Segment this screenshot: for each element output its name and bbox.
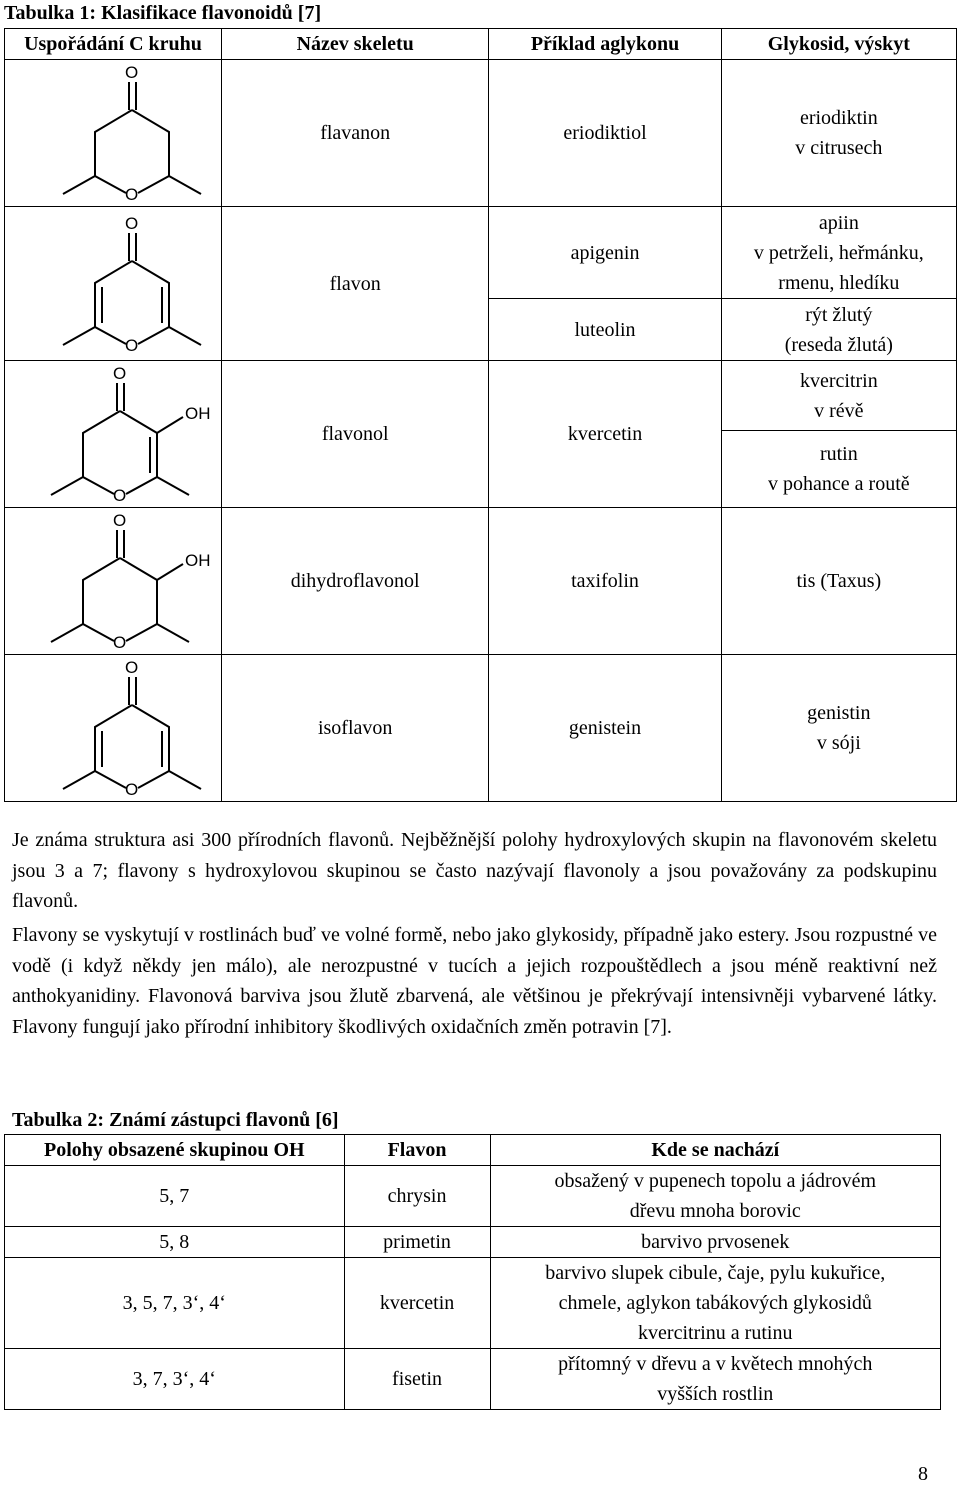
svg-text:OH: OH: [185, 551, 211, 570]
table1-caption: Tabulka 1: Klasifikace flavonoidů [7]: [4, 2, 322, 24]
svg-text:O: O: [125, 185, 139, 204]
flavonoid-classification-table: [4, 28, 957, 802]
page-number: 8: [918, 1463, 928, 1485]
svg-text:O: O: [125, 658, 139, 677]
header-skeleton-name: Název skeletu: [222, 29, 489, 60]
table-row: [5, 361, 957, 431]
positions-cell: 3, 5, 7, 3‘, 4‘: [5, 1258, 345, 1349]
svg-text:O: O: [125, 63, 139, 82]
svg-text:OH: OH: [185, 404, 211, 423]
aglycone-apigenin: apigenin: [489, 207, 721, 299]
svg-text:O: O: [113, 486, 127, 505]
header-c-ring: Uspořádání C kruhu: [5, 29, 222, 60]
glycoside-kvercitrin: kvercitrin v révě: [721, 361, 956, 431]
where-cell: barvivo slupek cibule, čaje, pylu kukuřice, chmele, aglykon tabákových glykosidů kvercitrinu a rutinu: [490, 1258, 941, 1349]
header-oh-positions: Polohy obsazené skupinou OH: [5, 1135, 345, 1166]
svg-text:O: O: [113, 511, 127, 530]
header-aglycone-example: Příklad aglykonu: [489, 29, 721, 60]
where-cell: barvivo prvosenek: [490, 1227, 941, 1258]
structure-flavanon: [5, 60, 222, 207]
table-header-row: [5, 1135, 941, 1166]
flavones-representatives-table: [4, 1134, 941, 1410]
positions-cell: 3, 7, 3‘, 4‘: [5, 1349, 345, 1410]
positions-cell: 5, 7: [5, 1166, 345, 1227]
flavone-cell: primetin: [344, 1227, 490, 1258]
paragraph-flavones-structure: Je známa struktura asi 300 přírodních flavonů. Nejběžnější polohy hydroxylových skupin na flavonovém skeletu jsou 3 a 7; flavony s hydroxylovou skupinou se často nazývají flavonoly a jsou považovány za podskupinu flavonů.: [12, 829, 937, 912]
isoflavon-structure-image: [5, 655, 221, 801]
table-row: [5, 207, 957, 299]
table-row: [5, 1349, 941, 1410]
paragraph-flavones-occurrence: Flavony se vyskytují v rostlinách buď ve volné formě, nebo jako glykosidy, případně jako estery. Jsou rozpustné ve vodě (i když někdy jen málo), ale nerozpustné v tucích a jejich rozpouštědlech a jsou méně reaktivní než anthokyanidiny. Flavonová barviva jsou žlutě zbarvená, ale většinou je překrývají intensivněji vybarvené látky. Flavony fungují jako přírodní inhibitory škodlivých oxidačních změn potravin [7].: [12, 924, 937, 1038]
table-header-row: [5, 29, 957, 60]
flavone-cell: chrysin: [344, 1166, 490, 1227]
where-cell: obsažený v pupenech topolu a jádrovém dřevu mnoha borovic: [490, 1166, 941, 1227]
svg-text:O: O: [113, 633, 127, 652]
flavone-cell: fisetin: [344, 1349, 490, 1410]
skeleton-flavonol: flavonol: [222, 361, 489, 508]
positions-cell: 5, 8: [5, 1227, 345, 1258]
skeleton-isoflavon: isoflavon: [222, 655, 489, 802]
table-row: [5, 1166, 941, 1227]
header-where-found: Kde se nachází: [490, 1135, 941, 1166]
flavonol-structure-image: [5, 361, 221, 507]
aglycone-luteolin: luteolin: [489, 299, 721, 361]
svg-text:O: O: [125, 335, 139, 355]
structure-flavonol: [5, 361, 222, 508]
skeleton-flavanon: flavanon: [222, 60, 489, 207]
svg-text:O: O: [125, 780, 139, 799]
flavon-structure-image: [5, 211, 221, 357]
table2-caption: Tabulka 2: Známí zástupci flavonů [6]: [12, 1109, 339, 1131]
structure-flavon: [5, 207, 222, 361]
dihydroflavonol-structure-image: [5, 508, 221, 654]
table-row: [5, 508, 957, 655]
structure-isoflavon: [5, 655, 222, 802]
structure-dihydroflavonol: [5, 508, 222, 655]
skeleton-dihydroflavonol: dihydroflavonol: [222, 508, 489, 655]
header-flavone: Flavon: [344, 1135, 490, 1166]
flavanon-structure-image: [5, 60, 221, 206]
svg-text:O: O: [125, 213, 139, 233]
glycoside-genistin: genistin v sóji: [721, 655, 956, 802]
flavone-cell: kvercetin: [344, 1258, 490, 1349]
table-row: [5, 1227, 941, 1258]
glycoside-tis: tis (Taxus): [721, 508, 956, 655]
header-glycoside: Glykosid, výskyt: [721, 29, 956, 60]
table-row: [5, 60, 957, 207]
glycoside-eriodiktin: eriodiktin v citrusech: [721, 60, 956, 207]
glycoside-rutin: rutin v pohance a routě: [721, 431, 956, 508]
table-row: [5, 655, 957, 802]
glycoside-apiin: apiin v petrželi, heřmánku, rmenu, hledíku: [721, 207, 956, 299]
aglycone-taxifolin: taxifolin: [489, 508, 721, 655]
where-cell: přítomný v dřevu a v květech mnohých vyšších rostlin: [490, 1349, 941, 1410]
table-row: [5, 1258, 941, 1349]
aglycone-genistein: genistein: [489, 655, 721, 802]
svg-text:O: O: [113, 364, 127, 383]
aglycone-eriodiktiol: eriodiktiol: [489, 60, 721, 207]
aglycone-kvercetin: kvercetin: [489, 361, 721, 508]
glycoside-reseda: rýt žlutý (reseda žlutá): [721, 299, 956, 361]
skeleton-flavon: flavon: [222, 207, 489, 361]
